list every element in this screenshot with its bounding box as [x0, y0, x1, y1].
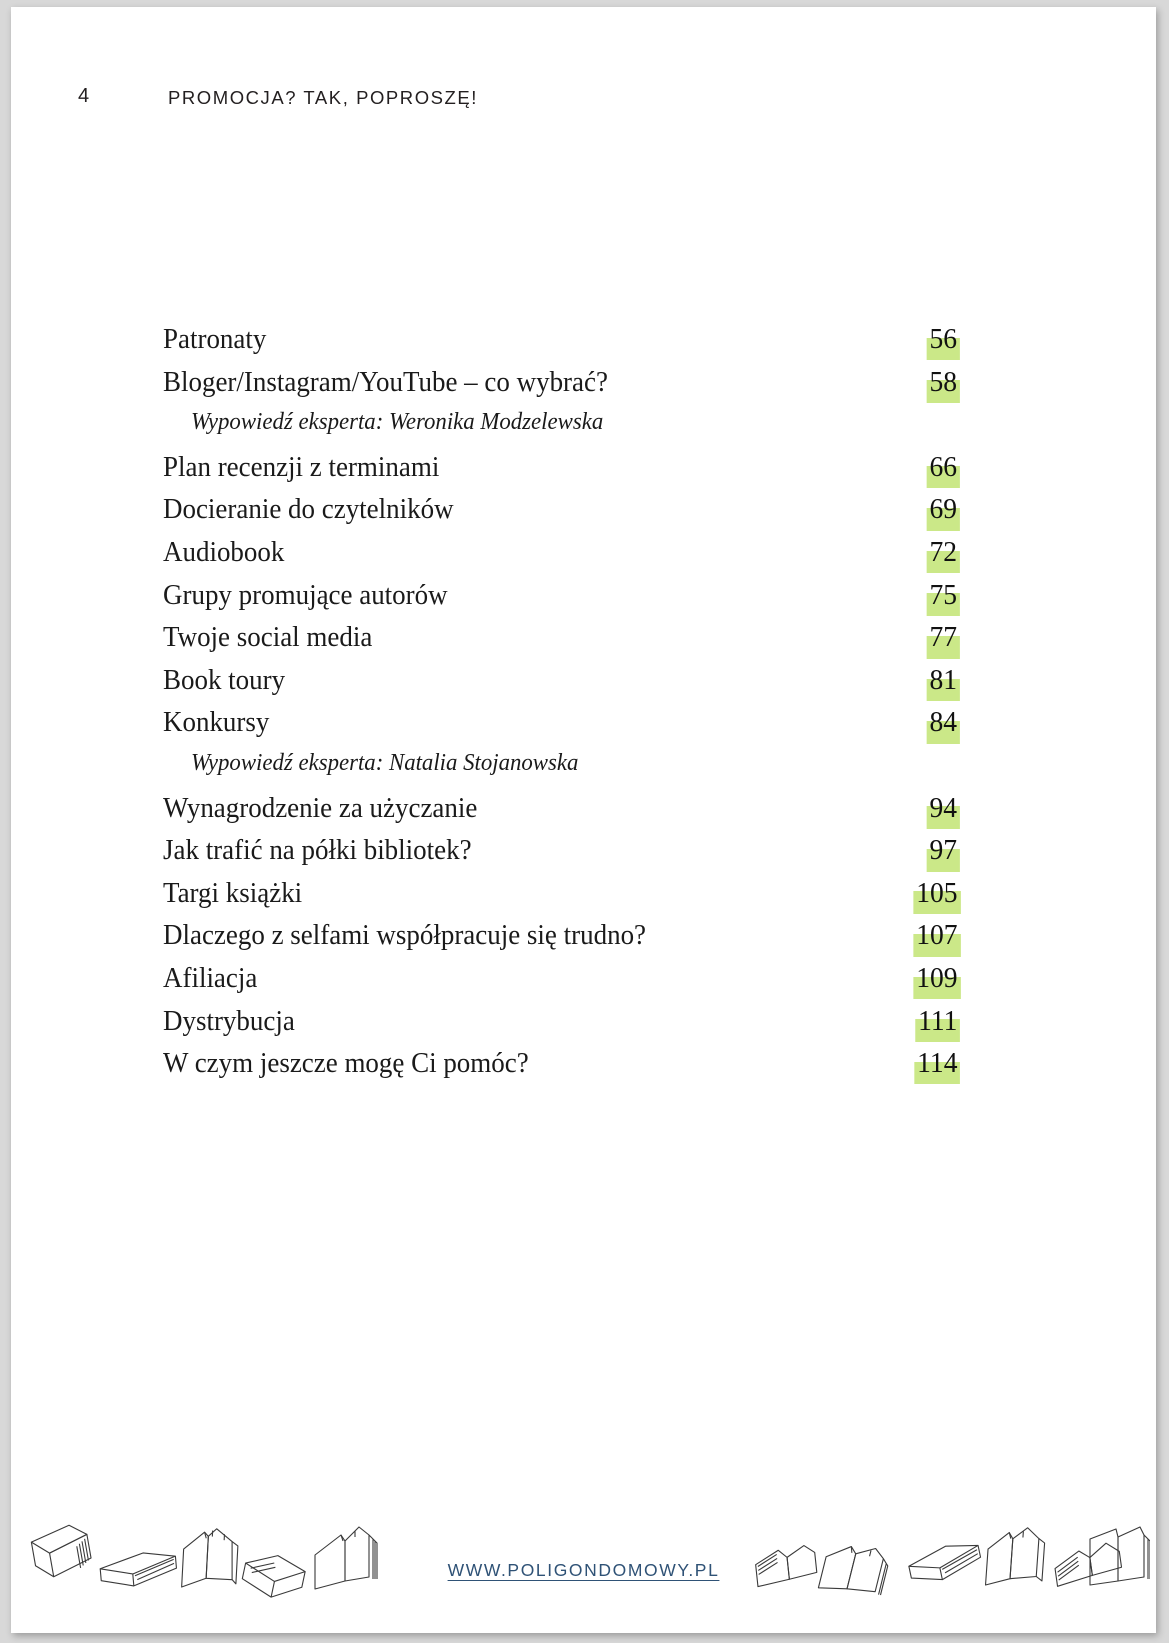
- toc-entry-title: Bloger/Instagram/YouTube – co wybrać?: [163, 365, 608, 398]
- toc-entry-row[interactable]: [163, 495, 958, 538]
- toc-entry-row[interactable]: [163, 365, 958, 411]
- toc-entry-row[interactable]: [163, 876, 958, 922]
- toc-entry-page-number: [929, 495, 958, 524]
- toc-entry-page-number: [929, 535, 958, 568]
- toc-entry-row[interactable]: [163, 1049, 958, 1092]
- toc-entry-row[interactable]: [163, 1004, 958, 1050]
- toc-entry-title: Patronaty: [163, 323, 267, 355]
- toc-page-number-text: 114: [916, 1047, 958, 1080]
- page-footer: [11, 1483, 1156, 1633]
- toc-entry-row[interactable]: [163, 578, 958, 624]
- toc-expert-row: [163, 410, 958, 453]
- toc-entry-page-number: [915, 921, 958, 950]
- table-of-contents: [163, 325, 958, 1092]
- toc-entry-title: Targi książki: [163, 876, 303, 909]
- running-title: PROMOCJA? TAK, POPROSZĘ!: [168, 87, 478, 108]
- toc-entry-row[interactable]: [163, 921, 958, 964]
- toc-entry-page-number: [929, 325, 958, 354]
- toc-entry-title: Dlaczego z selfami współpracuje się trudno?: [163, 919, 647, 952]
- toc-entry-title: W czym jeszcze mogę Ci pomóc?: [163, 1047, 529, 1080]
- toc-entry-title: Grupy promujące autorów: [163, 578, 448, 611]
- toc-page-number-text: 107: [915, 919, 958, 952]
- toc-page-number-text: 77: [929, 621, 958, 654]
- toc-entry-page-number: [929, 578, 958, 611]
- toc-entry-title: Twoje social media: [163, 621, 373, 654]
- toc-entry-row[interactable]: [163, 535, 958, 581]
- toc-entry-row[interactable]: [163, 325, 958, 368]
- toc-entry-title: Wynagrodzenie za użyczanie: [163, 791, 478, 824]
- toc-entry-title: Konkursy: [163, 706, 270, 739]
- toc-entry-title: Dystrybucja: [163, 1004, 295, 1037]
- toc-entry-page-number: [929, 663, 958, 696]
- toc-entry-row[interactable]: [163, 836, 958, 879]
- page-header: [11, 85, 1156, 119]
- books-line-art-icon-right: [744, 1519, 1150, 1605]
- toc-entry-title: Afiliacja: [163, 961, 258, 994]
- toc-entry-page-number: [929, 365, 958, 398]
- toc-entry-page-number: [929, 708, 958, 737]
- toc-page-number-text: 72: [929, 535, 958, 568]
- toc-page-number-text: 56: [929, 323, 958, 355]
- toc-page-number-text: 66: [929, 450, 958, 483]
- toc-page-number-text: 111: [917, 1004, 958, 1037]
- toc-entry-page-number: [929, 791, 958, 824]
- toc-entry-title: Audiobook: [163, 535, 285, 568]
- toc-entry-page-number: [929, 623, 958, 652]
- toc-entry-page-number: [917, 1004, 958, 1037]
- toc-entry-row[interactable]: [163, 791, 958, 837]
- toc-page-number-text: 94: [929, 791, 958, 824]
- toc-page-number-text: 97: [929, 834, 958, 867]
- toc-entry-row[interactable]: [163, 450, 958, 496]
- toc-expert-label: Wypowiedź eksperta: Weronika Modzelewska: [191, 409, 604, 436]
- toc-expert-row: [163, 751, 958, 794]
- toc-entry-page-number: [915, 876, 958, 909]
- website-url[interactable]: WWW.POLIGONDOMOWY.PL: [447, 1560, 720, 1580]
- toc-entry-title: Docieranie do czytelników: [163, 493, 454, 526]
- toc-entry-row[interactable]: [163, 623, 958, 666]
- folio-number: 4: [78, 85, 90, 107]
- toc-entry-page-number: [929, 450, 958, 483]
- toc-entry-title: Plan recenzji z terminami: [163, 450, 440, 483]
- toc-page-number-text: 69: [929, 493, 958, 526]
- toc-expert-label: Wypowiedź eksperta: Natalia Stojanowska: [191, 749, 579, 776]
- toc-page-number-text: 81: [929, 663, 958, 696]
- toc-entry-row[interactable]: [163, 663, 958, 709]
- toc-entry-page-number: [929, 836, 958, 865]
- toc-entry-page-number: [915, 961, 958, 994]
- toc-entry-page-number: [916, 1049, 958, 1078]
- toc-entry-title: Jak trafić na półki bibliotek?: [163, 834, 472, 867]
- document-page: [11, 7, 1156, 1633]
- toc-page-number-text: 105: [915, 876, 958, 909]
- toc-entry-title: Book toury: [163, 663, 286, 696]
- toc-page-number-text: 109: [915, 961, 958, 994]
- toc-page-number-text: 75: [929, 578, 958, 611]
- toc-page-number-text: 58: [929, 365, 958, 398]
- toc-entry-row[interactable]: [163, 961, 958, 1007]
- toc-page-number-text: 84: [929, 706, 958, 739]
- toc-entry-row[interactable]: [163, 708, 958, 751]
